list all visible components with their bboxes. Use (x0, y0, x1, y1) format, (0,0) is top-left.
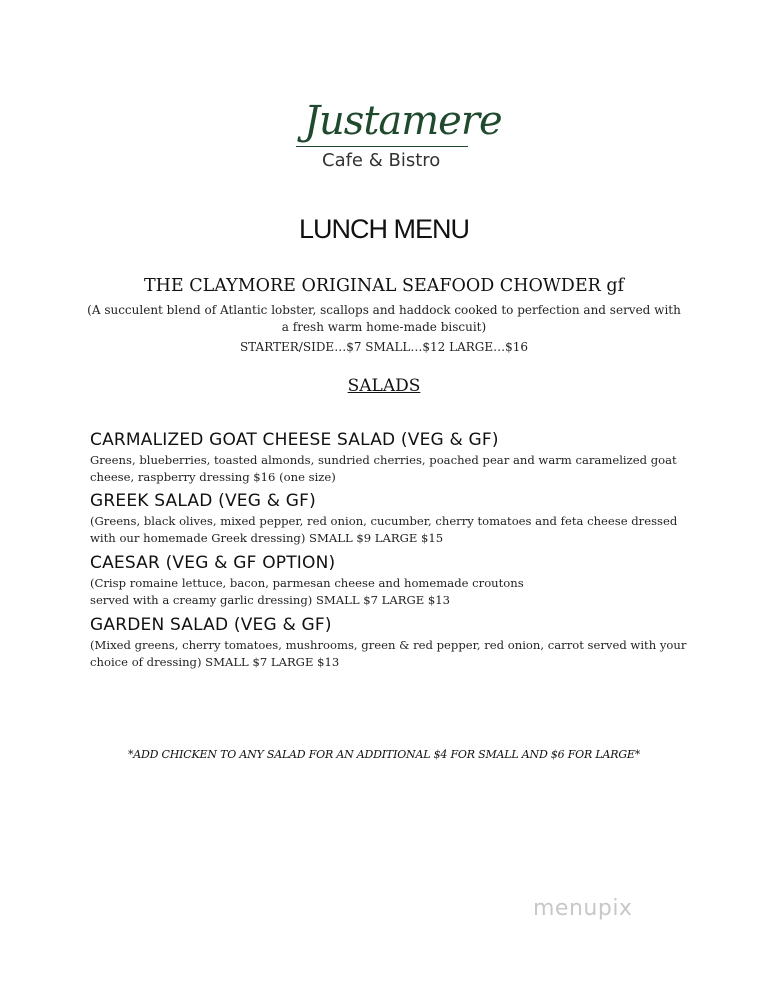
logo-script-text: Justamere (304, 98, 502, 144)
logo-underline (296, 146, 468, 147)
chowder-prices: STARTER/SIDE…$7 SMALL…$12 LARGE…$16 (239, 340, 529, 354)
restaurant-logo (296, 98, 502, 180)
menu-item-goat-cheese-salad (90, 429, 690, 486)
logo-subtitle: Cafe & Bistro (322, 150, 441, 171)
item-description (90, 575, 690, 609)
add-chicken-note: *ADD CHICKEN TO ANY SALAD FOR AN ADDITIONAL $4 FOR SMALL AND $6 FOR LARGE* (127, 748, 641, 761)
item-name: CAESAR (VEG & GF OPTION) (90, 553, 336, 573)
chowder-name: THE CLAYMORE ORIGINAL SEAFOOD CHOWDER gf (143, 276, 625, 296)
item-name: GARDEN SALAD (VEG & GF) (90, 615, 332, 635)
item-description-line-1: (Crisp romaine lettuce, bacon, parmesan cheese and homemade croutons (90, 576, 524, 590)
menu-item-caesar-salad (90, 552, 690, 609)
item-description: (Mixed greens, cherry tomatoes, mushrooms, green & red pepper, red onion, carrot served with your choice of dressing) SMALL $7 LARGE $13 (90, 638, 687, 669)
menu-title: LUNCH MENU (298, 214, 469, 244)
item-name: CARMALIZED GOAT CHEESE SALAD (VEG & GF) (90, 430, 499, 450)
salads-heading: SALADS (347, 376, 421, 396)
item-description: Greens, blueberries, toasted almonds, sundried cherries, poached pear and warm caramelized goat cheese, raspberry dressing $16 (one size) (90, 453, 677, 484)
chowder-description: (A succulent blend of Atlantic lobster, scallops and haddock cooked to perfection and served with a fresh warm home-made biscuit) (87, 303, 681, 334)
item-description-line-2: served with a creamy garlic dressing) SMALL $7 LARGE $13 (90, 593, 450, 607)
watermark-text: menupix (533, 896, 633, 921)
menu-item-garden-salad (90, 614, 690, 671)
item-name: GREEK SALAD (VEG & GF) (90, 491, 316, 511)
menu-item-greek-salad (90, 490, 690, 547)
item-description: (Greens, black olives, mixed pepper, red onion, cucumber, cherry tomatoes and feta cheese dressed with our homemade Greek dressing) SMALL $9 LARGE $15 (90, 514, 678, 545)
